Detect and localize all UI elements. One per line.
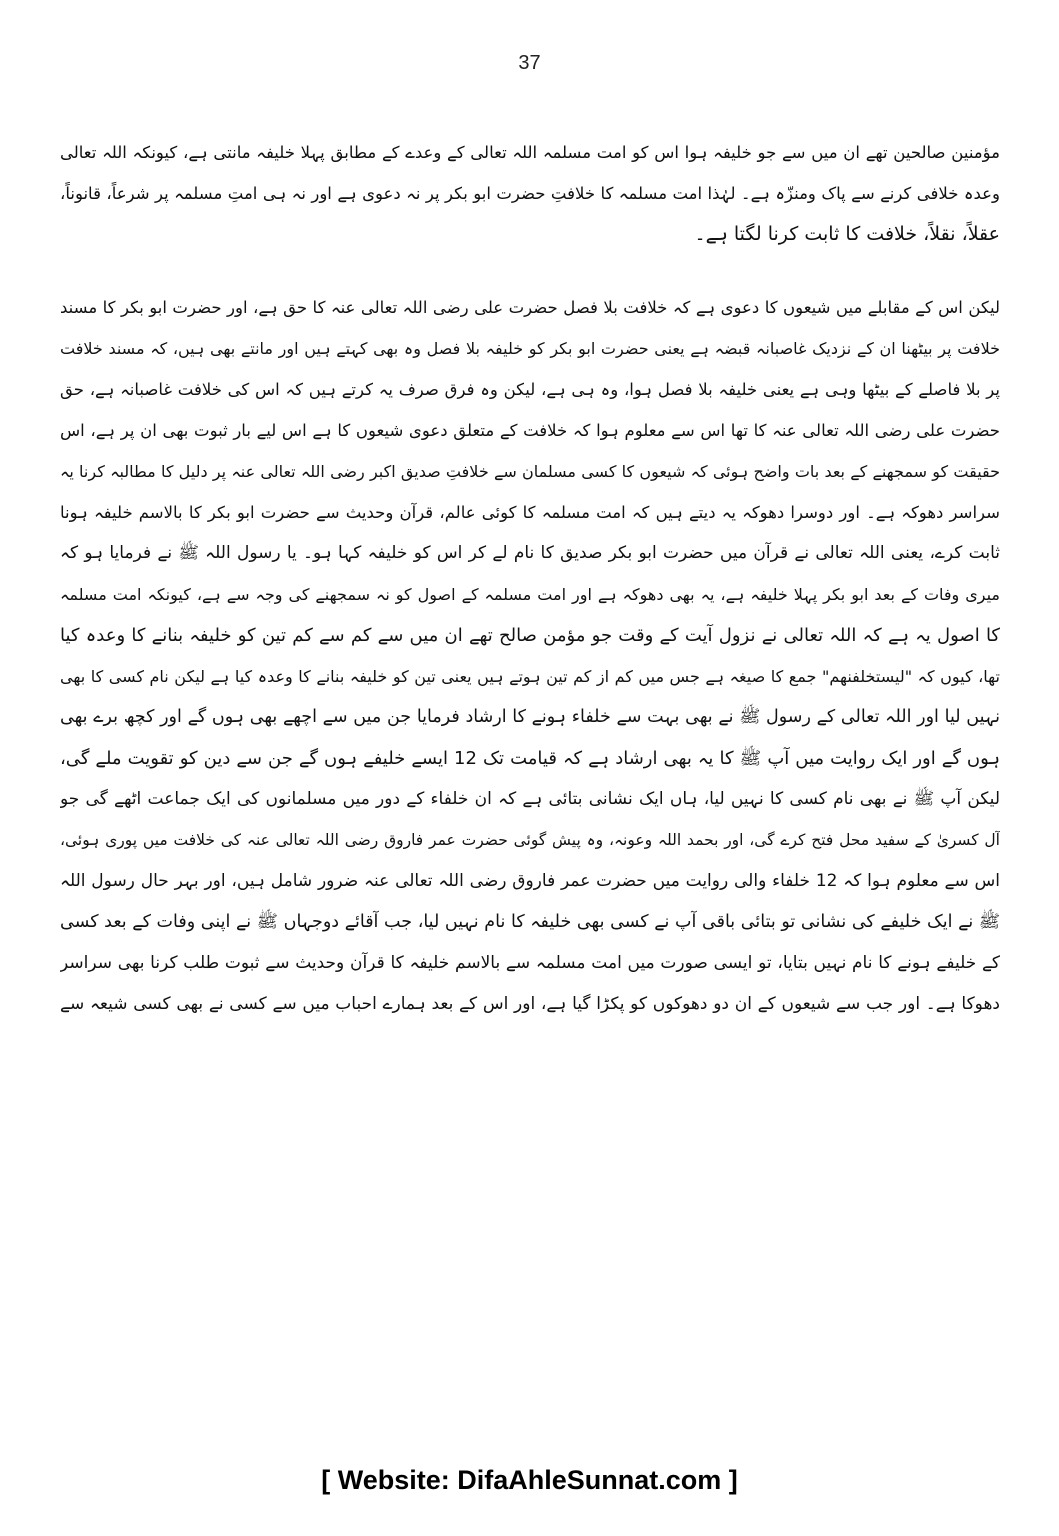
text-line: حقیقت کو سمجھنے کے بعد بات واضح ہوئی کہ شیعوں کا کسی مسلمان سے خلافتِ صدیق اکبر رضی اللہ تعالی عنہ پر دلیل کا مطالبہ کرنا یہ <box>60 462 1000 481</box>
body-text <box>60 132 1000 1025</box>
text-line: خلافت پر بیٹھنا ان کے نزدیک غاصبانہ قبضہ ہے یعنی حضرت ابو بکر کو خلیفہ بلا فصل وہ بھی کہتے ہیں اور مانتے بھی ہیں، کہ مسند خلافت <box>60 339 1000 358</box>
text-line: پر بلا فاصلے کے بیٹھا وہی ہے یعنی خلیفہ بلا فصل ہوا، وہ ہی ہے، لیکن وہ فرق صرف یہ کرتے ہیں کہ اس کی خلافت غاصبانہ ہے، حق <box>60 380 1000 399</box>
text-line: ثابت کرے، یعنی اللہ تعالی نے قرآن میں حضرت ابو بکر صدیق کا نام لے کر اس کو خلیفہ کہا ہو۔ یا رسول اللہ ﷺ نے فرمایا ہو کہ <box>60 543 1000 563</box>
text-line: کا اصول یہ ہے کہ اللہ تعالی نے نزول آیت کے وقت جو مؤمن صالح تھے ان میں سے کم سے کم تین کو خلیفہ بنانے کا وعدہ کیا <box>60 625 1000 646</box>
paragraph-1 <box>60 132 1000 255</box>
text-line: دھوکا ہے۔ اور جب سے شیعوں کے ان دو دھوکوں کو پکڑا گیا ہے، اور اس کے بعد ہمارے احباب میں سے کسی نے بھی کسی شیعہ سے <box>60 994 1000 1014</box>
text-line: اس سے معلوم ہوا کہ 12 خلفاء والی روایت میں حضرت عمر فاروق رضی اللہ تعالی عنہ ضرور شامل ہیں، اور بہر حال رسول اللہ <box>60 871 1000 891</box>
text-line: کے خلیفے ہونے کا نام نہیں بتایا، تو ایسی صورت میں امت مسلمہ سے بالاسم خلیفہ کا قرآن وحدیث سے ثبوت طلب کرنا بھی سراسر <box>60 953 1000 973</box>
paragraph-2 <box>60 287 1000 1025</box>
text-line: آل کسریٰ کے سفید محل فتح کرے گی، اور بحمد اللہ وعونہ، وہ پیش گوئی حضرت عمر فاروق رضی اللہ تعالی عنہ کی خلافت میں پوری ہوئی، <box>60 831 1000 849</box>
text-line: لیکن اس کے مقابلے میں شیعوں کا دعوی ہے کہ خلافت بلا فصل حضرت علی رضی اللہ تعالی عنہ کا حق ہے، اور حضرت ابو بکر کا مسند <box>60 298 1000 317</box>
text-line: وعدہ خلافی کرنے سے پاک ومنزّہ ہے۔ لہٰذا امت مسلمہ کا خلافتِ حضرت ابو بکر پر نہ دعوی ہے اور نہ ہی امتِ مسلمہ پر شرعاً، قانوناً، <box>60 184 1000 203</box>
text-line: ہوں گے اور ایک روایت میں آپ ﷺ کا یہ بھی ارشاد ہے کہ قیامت تک 12 ایسے خلیفے ہوں گے جن سے دین کو تقویت ملے گی، <box>60 748 1000 769</box>
text-line: سراسر دھوکہ ہے۔ اور دوسرا دھوکہ یہ دیتے ہیں کہ امت مسلمہ کا کوئی عالم، قرآن وحدیث سے حضرت ابو بکر کا بالاسم خلیفہ ہونا <box>60 503 1000 522</box>
text-line: تھا، کیوں کہ "لیستخلفنھم" جمع کا صیغہ ہے جس میں کم از کم تین ہوتے ہیں یعنی تین کو خلیفہ بنانے کا وعدہ کیا ہے لیکن نام کسی کا بھی <box>60 667 1000 686</box>
text-line: میری وفات کے بعد ابو بکر پہلا خلیفہ ہے، یہ بھی دھوکہ ہے اور امت مسلمہ کے اصول کو نہ سمجھنے کی وجہ سے ہے، کیونکہ امت مسلمہ <box>60 585 1000 604</box>
text-line: ﷺ نے ایک خلیفے کی نشانی تو بتائی باقی آپ نے کسی بھی خلیفہ کا نام نہیں لیا، جب آقائے دوجہاں ﷺ نے اپنی وفات کے بعد کسی <box>60 912 1000 932</box>
text-line: عقلاً، نقلاً، خلافت کا ثابت کرنا لگتا ہے۔ <box>694 223 1000 245</box>
text-line: حضرت علی رضی اللہ تعالی عنہ کا تھا اس سے معلوم ہوا کہ خلافت کے متعلق دعوی شیعوں کا ہے اس لیے بار ثبوت بھی ان پر ہے، اس <box>60 421 1000 440</box>
text-line: لیکن آپ ﷺ نے بھی نام کسی کا نہیں لیا، ہاں ایک نشانی بتائی ہے کہ ان خلفاء کے دور میں مسلمانوں کی ایک جماعت اٹھے گی جو <box>60 789 1000 809</box>
text-line: نہیں لیا اور اللہ تعالی کے رسول ﷺ نے بھی بہت سے خلفاء ہونے کا ارشاد فرمایا جن میں سے اچھے بھی ہوں گے اور کچھ برے بھی <box>60 707 1000 727</box>
text-line: مؤمنین صالحین تھے ان میں سے جو خلیفہ ہوا اس کو امت مسلمہ اللہ تعالی کے وعدے کے مطابق پہلا خلیفہ مانتی ہے، کیونکہ اللہ تعالی <box>60 143 1000 162</box>
website-footer: [ Website: DifaAhleSunnat.com ] <box>321 1465 738 1495</box>
page-number: 37 <box>518 52 541 74</box>
